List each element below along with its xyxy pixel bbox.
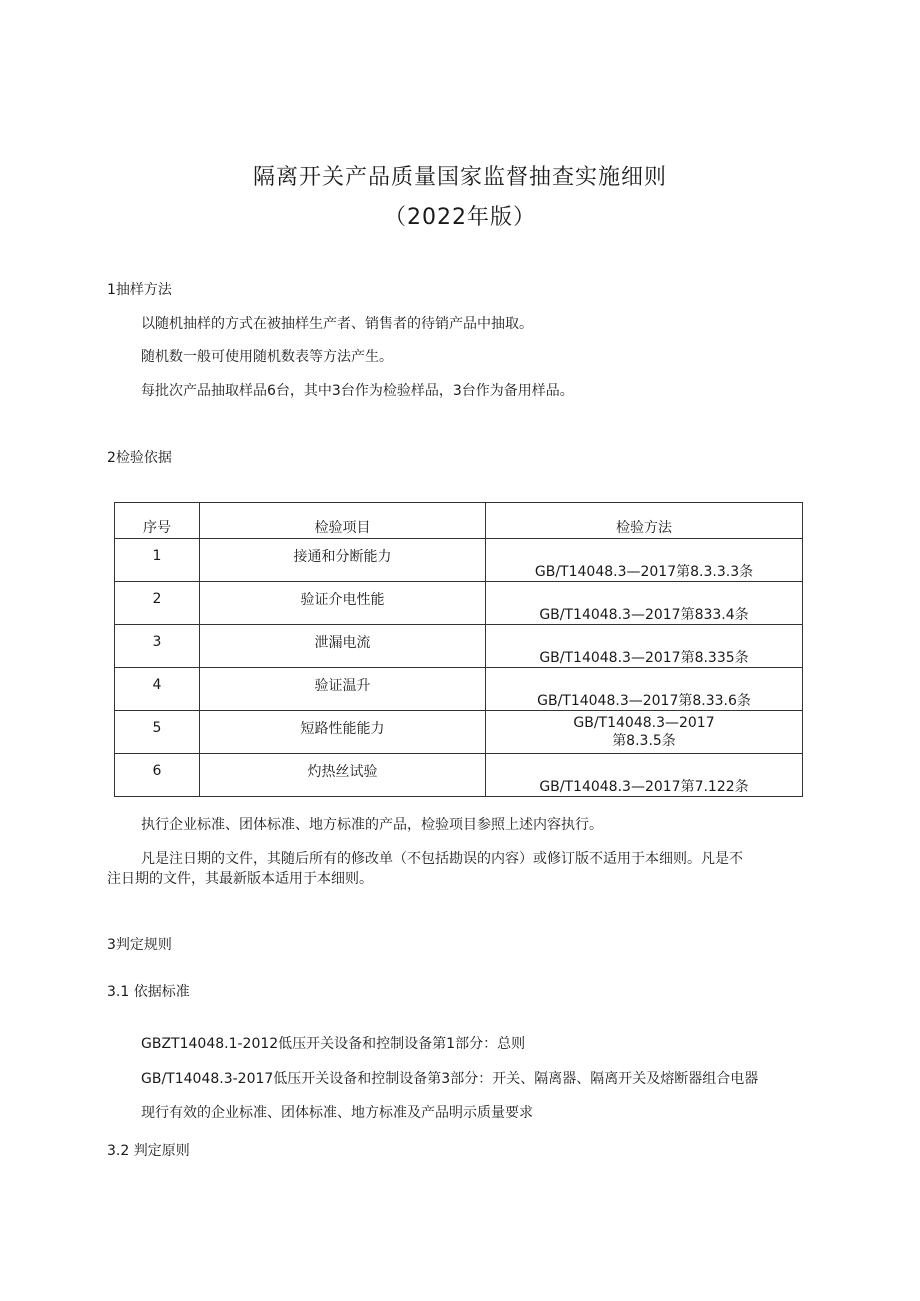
table-row	[115, 625, 803, 668]
table-row	[115, 711, 803, 754]
row-method: GB/T14048.3—2017第7.122条	[486, 754, 803, 797]
standard-item: GBZT14048.1-2012低压开关设备和控制设备第1部分：总则	[141, 1036, 526, 1052]
row-method	[486, 711, 803, 754]
table-row	[115, 582, 803, 625]
paragraph: 以随机抽样的方式在被抽样生产者、销售者的待销产品中抽取。	[141, 316, 533, 332]
paragraph: 凡是注日期的文件，其随后所有的修改单（不包括勘误的内容）或修订版不适用于本细则。凡是不	[141, 851, 743, 867]
inspection-table	[114, 502, 803, 797]
subsection-heading-standards: 3.1 依据标准	[107, 984, 190, 1000]
row-method: GB/T14048.3—2017第8.3.3.3条	[486, 539, 803, 582]
row-item: 接通和分断能力	[293, 549, 392, 565]
section-heading-inspection-basis: 2检验依据	[107, 450, 172, 466]
column-header-method: 检验方法	[486, 503, 803, 539]
row-no: 6	[152, 763, 162, 779]
row-no: 1	[152, 548, 162, 564]
row-method-line: GB/T14048.3—2017	[573, 715, 715, 731]
row-no: 2	[152, 591, 162, 607]
table-row	[115, 539, 803, 582]
standard-item: GB/T14048.3-2017低压开关设备和控制设备第3部分：开关、隔离器、隔离开关及熔断器组合电器	[141, 1071, 759, 1087]
standard-item: 现行有效的企业标准、团体标准、地方标准及产品明示质量要求	[141, 1105, 533, 1121]
table-row	[115, 754, 803, 797]
section-heading-judgement: 3判定规则	[107, 937, 172, 953]
row-item: 验证温升	[314, 678, 371, 694]
table-row	[115, 668, 803, 711]
section-heading-sampling: 1抽样方法	[107, 282, 172, 298]
row-method: GB/T14048.3—2017第833.4条	[486, 582, 803, 625]
document-title: 隔离开关产品质量国家监督抽查实施细则	[252, 165, 667, 190]
table-header-row	[115, 503, 803, 539]
row-method: GB/T14048.3—2017第8.335条	[486, 625, 803, 668]
paragraph: 注日期的文件，其最新版本适用于本细则。	[107, 871, 373, 887]
paragraph: 执行企业标准、团体标准、地方标准的产品，检验项目参照上述内容执行。	[141, 817, 603, 833]
document-subtitle: （2022年版）	[384, 205, 536, 230]
row-item: 验证介电性能	[300, 592, 385, 608]
column-header-item: 检验项目	[200, 503, 486, 539]
row-item: 灼热丝试验	[307, 764, 378, 780]
row-no: 3	[152, 634, 162, 650]
row-method: GB/T14048.3—2017第8.33.6条	[486, 668, 803, 711]
row-item: 短路性能能力	[300, 721, 385, 737]
row-item: 泄漏电流	[314, 635, 371, 651]
paragraph: 随机数一般可使用随机数表等方法产生。	[141, 349, 393, 365]
paragraph: 每批次产品抽取样品6台，其中3台作为检验样品，3台作为备用样品。	[141, 383, 574, 399]
row-method-line: 第8.3.5条	[612, 733, 676, 749]
subsection-heading-principles: 3.2 判定原则	[107, 1143, 190, 1159]
row-no: 5	[152, 720, 162, 736]
column-header-no: 序号	[115, 503, 200, 539]
row-no: 4	[152, 677, 162, 693]
